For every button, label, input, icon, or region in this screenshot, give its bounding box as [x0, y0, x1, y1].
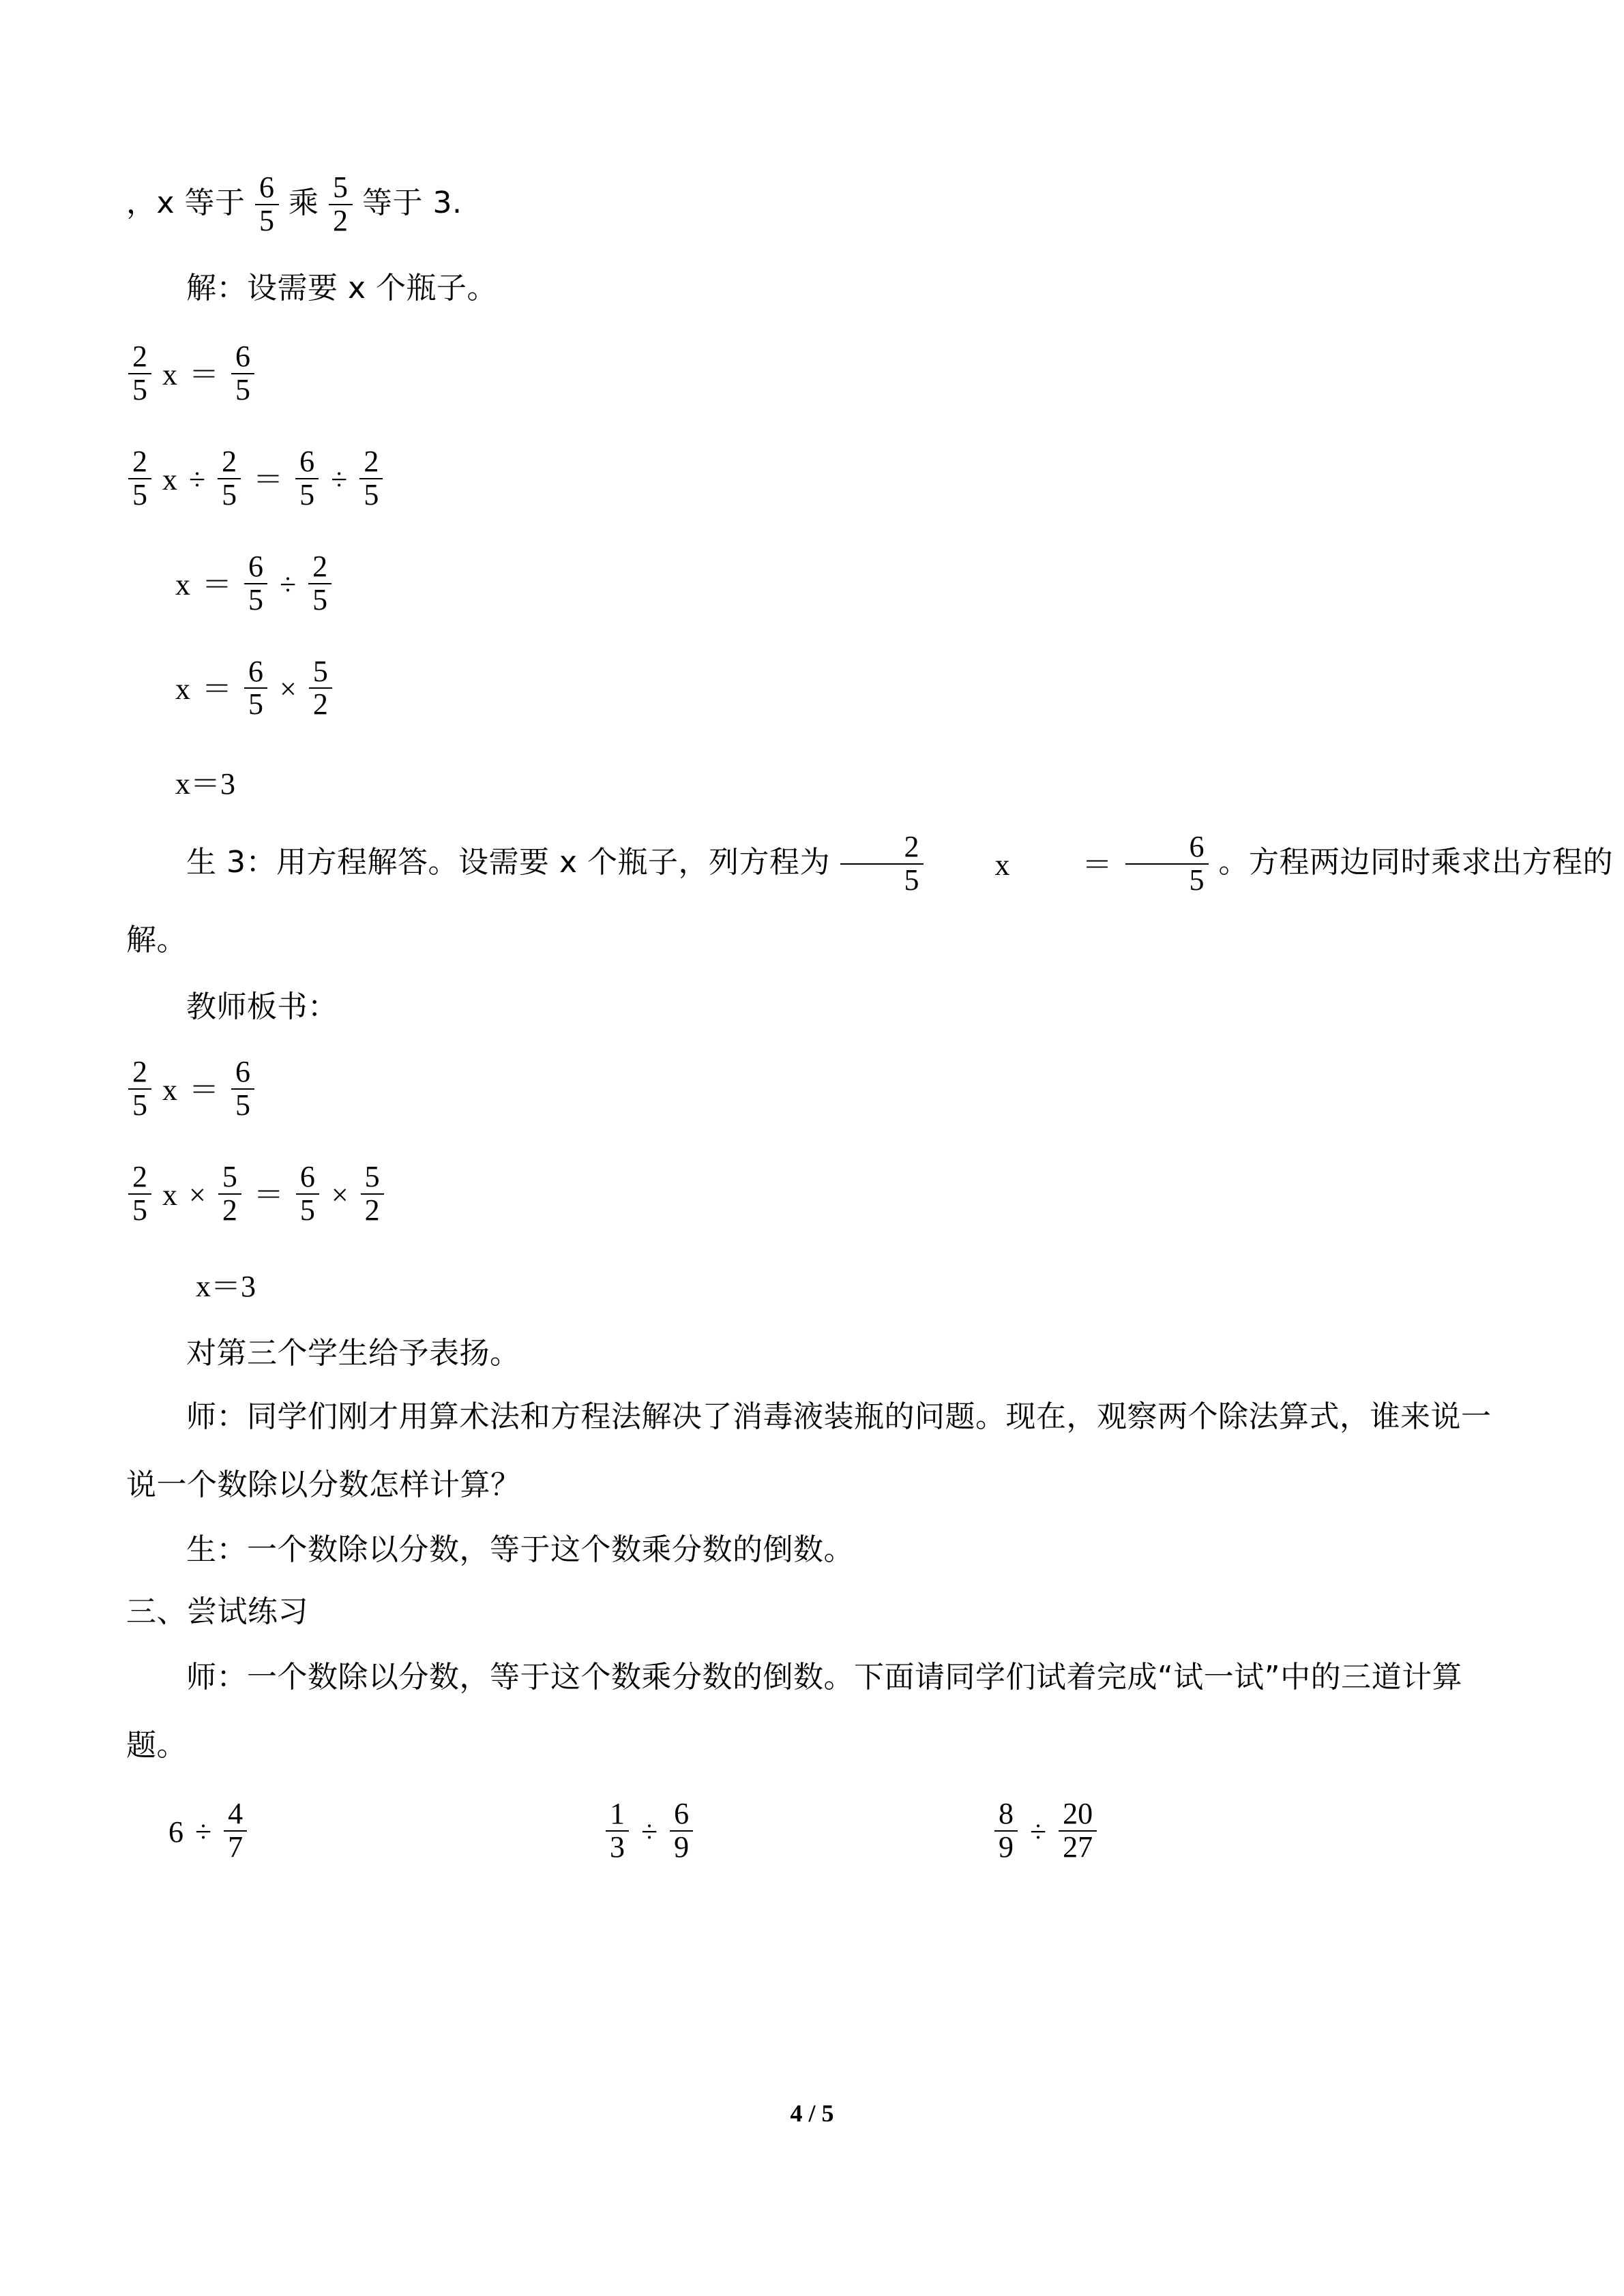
- variable-x: x: [175, 672, 190, 706]
- teacher-board-label: 教师板书：: [186, 989, 338, 1025]
- student-answer: 生：一个数除以分数，等于这个数乘分数的倒数。: [186, 1532, 854, 1567]
- student-3-text-part3: 解。: [126, 923, 187, 958]
- section-title: 三、尝试练习: [126, 1594, 308, 1629]
- fraction-6-5: $\frac{6}{5}$: [231, 342, 254, 406]
- equals-sign: ＝: [1082, 848, 1112, 882]
- variable-x: x: [162, 357, 177, 391]
- fraction-6-9: $\frac{6}{9}$: [670, 1799, 693, 1863]
- variable-x: x: [162, 462, 177, 496]
- fraction-6-5: $\frac{6}{5}$: [231, 1057, 254, 1121]
- equals-sign: ＝: [253, 462, 284, 496]
- divide-sign: ÷: [331, 462, 348, 496]
- equals-sign: ＝: [202, 567, 232, 601]
- equals-sign: ＝: [253, 1178, 284, 1212]
- line1-mid: 乘: [289, 185, 319, 220]
- line-x-equals: [126, 170, 1504, 238]
- board-equation-3: x＝3: [196, 1269, 256, 1303]
- student-3-text-part1: 生 3：用方程解答。设需要 x 个瓶子，列方程为: [186, 845, 830, 880]
- fraction-20-27: $\frac{20}{27}$: [1059, 1799, 1097, 1863]
- fraction-2-5: $\frac{2}{5}$: [218, 447, 241, 511]
- exercise-1-whole: 6: [168, 1815, 183, 1849]
- teacher-practice: 师：一个数除以分数，等于这个数乘分数的倒数。下面请同学们试着完成“试一试”中的三道计算题。: [126, 1659, 1463, 1763]
- multiply-sign: ×: [331, 1178, 349, 1212]
- divide-sign: ÷: [195, 1815, 212, 1849]
- multiply-sign: ×: [189, 1178, 206, 1212]
- fraction-2-5: $\frac{2}{5}$: [128, 1162, 151, 1226]
- board-equation-2: [126, 1142, 1504, 1247]
- equation-5: [126, 741, 1504, 825]
- divide-sign: ÷: [1030, 1815, 1047, 1849]
- student-3-line-cont: [126, 903, 1504, 978]
- exercise-3: [992, 1796, 1402, 1864]
- fraction-6-5: $\frac{6}{5}$: [296, 1162, 319, 1226]
- fraction-2-5: $\frac{2}{5}$: [128, 447, 151, 511]
- fraction-2-5: $\frac{2}{5}$: [128, 342, 151, 406]
- variable-x: x: [162, 1073, 177, 1107]
- fraction-5-2: $\frac{5}{2}$: [218, 1162, 241, 1226]
- fraction-6-5: $\frac{6}{5}$: [1125, 832, 1209, 896]
- page-number: 4 / 5: [790, 2100, 834, 2127]
- equation-4: [126, 636, 1504, 741]
- equation-3: [126, 531, 1504, 636]
- page-content: [126, 170, 1613, 1864]
- board-equation-1: [126, 1037, 1504, 1142]
- fraction-2-5: $\frac{2}{5}$: [308, 552, 331, 616]
- solution-intro: 解：设需要 x 个瓶子。: [186, 270, 498, 305]
- fraction-2-5: $\frac{2}{5}$: [359, 447, 383, 511]
- result-x-equals-3: x＝3: [175, 767, 235, 801]
- line1-prefix: ，x 等于: [126, 185, 246, 220]
- fraction-6-5: $\frac{6}{5}$: [244, 552, 267, 616]
- fraction-6-5: $\frac{6}{5}$: [295, 447, 319, 511]
- equation-2: [126, 426, 1504, 531]
- exercise-row: [126, 1796, 1497, 1864]
- equals-sign: ＝: [202, 672, 232, 706]
- fraction-6-5: $\frac{6}{5}$: [255, 173, 279, 237]
- divide-sign: ÷: [280, 567, 297, 601]
- line1-suffix: 等于 3.: [362, 185, 462, 220]
- equals-sign: ＝: [189, 1073, 219, 1107]
- equals-sign: ＝: [189, 357, 219, 391]
- variable-x: x: [162, 1178, 177, 1212]
- teacher-question: 师：同学们刚才用算术法和方程法解决了消毒液装瓶的问题。现在，观察两个除法算式，谁来说一说一个数除以分数怎样计算？: [126, 1399, 1492, 1502]
- divide-sign: ÷: [641, 1815, 658, 1849]
- fraction-5-2: $\frac{5}{2}$: [309, 657, 332, 721]
- student-3-line: [126, 825, 1613, 903]
- fraction-5-2: $\frac{5}{2}$: [329, 173, 353, 237]
- exercise-1: [167, 1796, 604, 1864]
- fraction-1-3: $\frac{1}{3}$: [606, 1799, 629, 1863]
- fraction-5-2: $\frac{5}{2}$: [361, 1162, 384, 1226]
- equation-1: [126, 321, 1504, 426]
- fraction-2-5: $\frac{2}{5}$: [840, 832, 924, 896]
- fraction-2-5: $\frac{2}{5}$: [128, 1057, 151, 1121]
- variable-x: x: [994, 848, 1010, 882]
- student-3-text-part2: 。方程两边同时乘求出方程的: [1218, 845, 1613, 880]
- divide-sign: ÷: [189, 462, 206, 496]
- praise-line: 对第三个学生给予表扬。: [186, 1335, 520, 1371]
- fraction-6-5: $\frac{6}{5}$: [244, 657, 267, 721]
- fraction-8-9: $\frac{8}{9}$: [994, 1799, 1018, 1863]
- exercise-2: [604, 1796, 992, 1864]
- fraction-4-7: $\frac{4}{7}$: [224, 1799, 247, 1863]
- multiply-sign: ×: [280, 672, 297, 706]
- variable-x: x: [175, 567, 190, 601]
